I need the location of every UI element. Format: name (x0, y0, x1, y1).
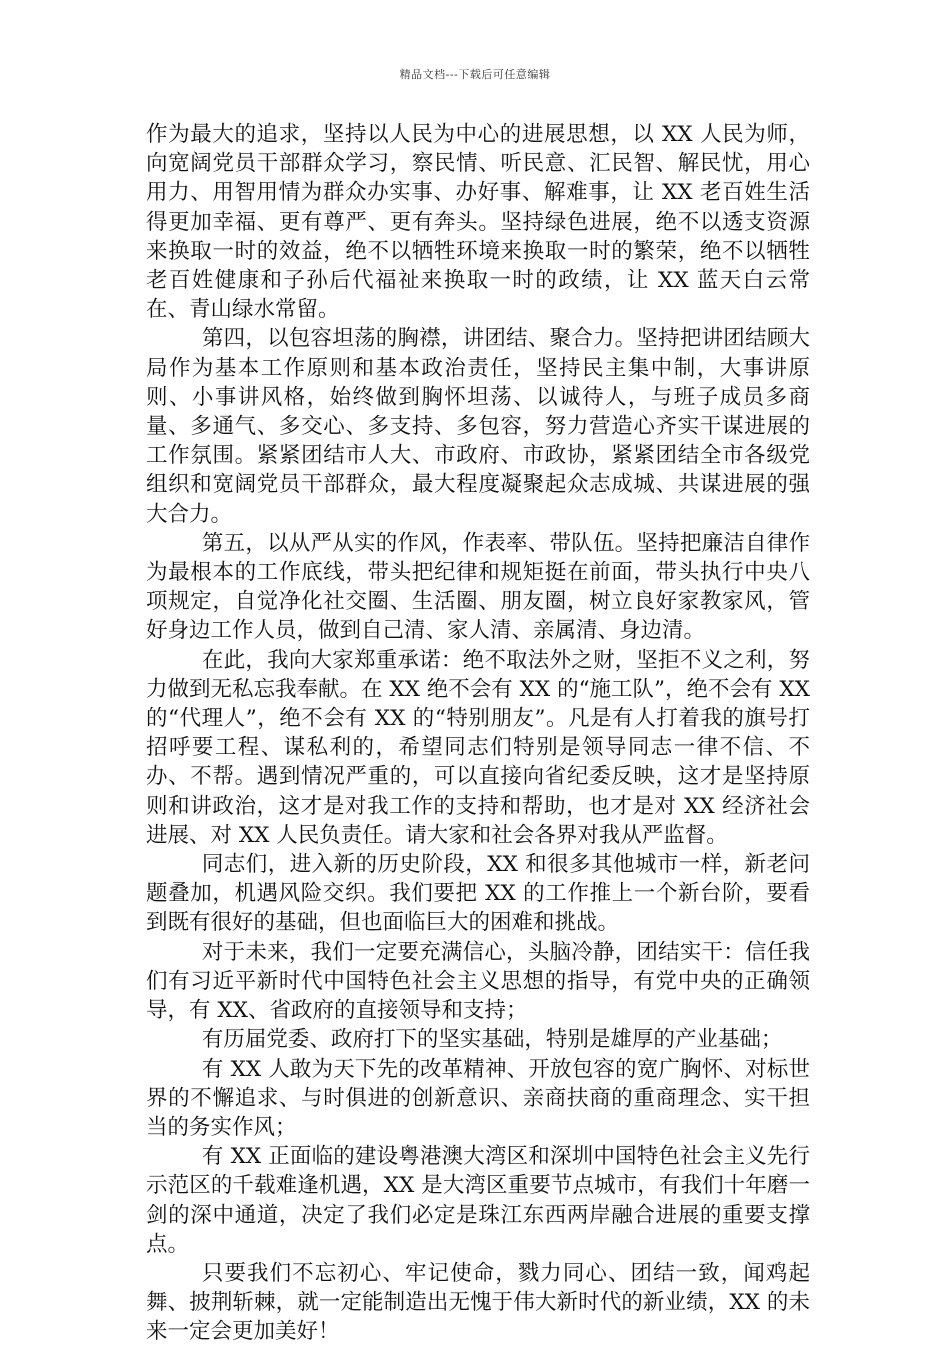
paragraph: 在此，我向大家郑重承诺：绝不取法外之财，坚拒不义之利，努力做到无私忘我奉献。在 XX 绝不会有 XX 的“施工队”，绝不会有 XX 的“代理人”，绝不会有 XX 的“特别朋友”。凡是有人打着我的旗号打招呼要工程、谋私利的，希望同志们特别是领导同志一律不信、不办、不帮。遇到情况严重的，可以直接向省纪委反映，这才是坚持原则和讲政治，这才是对我工作的支持和帮助，也才是对 XX 经济社会进展、对 XX 人民负责任。请大家和社会各界对我从严监督。 (146, 647, 810, 848)
page-header: 精品文档---下载后可任意编辑 (399, 68, 551, 81)
paragraph: 只要我们不忘初心、牢记使命，戮力同心、团结一致，闻鸡起舞、披荆斩棘，就一定能制造出无愧于伟大新时代的新业绩，XX 的未来一定会更加美好！ (146, 1260, 810, 1345)
paragraph: 对于未来，我们一定要充满信心，头脑冷静，团结实干：信任我们有习近平新时代中国特色社会主义思想的指导，有党中央的正确领导，有 XX、省政府的直接领导和支持； (146, 939, 810, 1024)
paragraph: 有 XX 人敢为天下先的改革精神、开放包容的宽广胸怀、对标世界的不懈追求、与时俱进的创新意识、亲商扶商的重商理念、实干担当的务实作风； (146, 1056, 810, 1140)
paragraph: 同志们，进入新的历史阶段，XX 和很多其他城市一样，新老问题叠加，机遇风险交织。我们要把 XX 的工作推上一个新台阶，要看到既有很好的基础，但也面临巨大的困难和挑战。 (146, 852, 810, 936)
paragraph: 作为最大的追求，坚持以人民为中心的进展思想，以 XX 人民为师，向宽阔党员干部群众学习，察民情、听民意、汇民智、解民忧，用心用力、用智用情为群众办实事、办好事、解难事，让 XX 老百姓生活得更加幸福、更有尊严、更有奔头。坚持绿色进展，绝不以透支资源来换取一时的效益，绝不以牺牲环境来换取一时的繁荣，绝不以牺牲老百姓健康和子孙后代福祉来换取一时的政绩，让 XX 蓝天白云常在、青山绿水常留。 (146, 122, 810, 323)
paragraph: 第四，以包容坦荡的胸襟，讲团结、聚合力。坚持把讲团结顾大局作为基本工作原则和基本政治责任，坚持民主集中制，大事讲原则、小事讲风格，始终做到胸怀坦荡、以诚待人，与班子成员多商量、多通气、多交心、多支持、多包容，努力营造心齐实干谋进展的工作氛围。紧紧团结市人大、市政府、市政协，紧紧团结全市各级党组织和宽阔党员干部群众，最大程度凝聚起众志成城、共谋进展的强大合力。 (146, 326, 810, 527)
paragraph: 第五，以从严从实的作风，作表率、带队伍。坚持把廉洁自律作为最根本的工作底线，带头把纪律和规矩挺在前面，带头执行中央八项规定，自觉净化社交圈、生活圈、朋友圈，树立良好家教家风，管好身边工作人员，做到自己清、家人清、亲属清、身边清。 (146, 530, 810, 644)
document-body (146, 120, 810, 1347)
paragraph: 有 XX 正面临的建设粤港澳大湾区和深圳中国特色社会主义先行示范区的千载难逢机遇，XX 是大湾区重要节点城市，有我们十年磨一剑的深中通道，决定了我们必定是珠江东西两岸融合进展的重要支撑点。 (146, 1144, 810, 1257)
paragraph: 有历届党委、政府打下的坚实基础，特别是雄厚的产业基础； (201, 1027, 783, 1053)
